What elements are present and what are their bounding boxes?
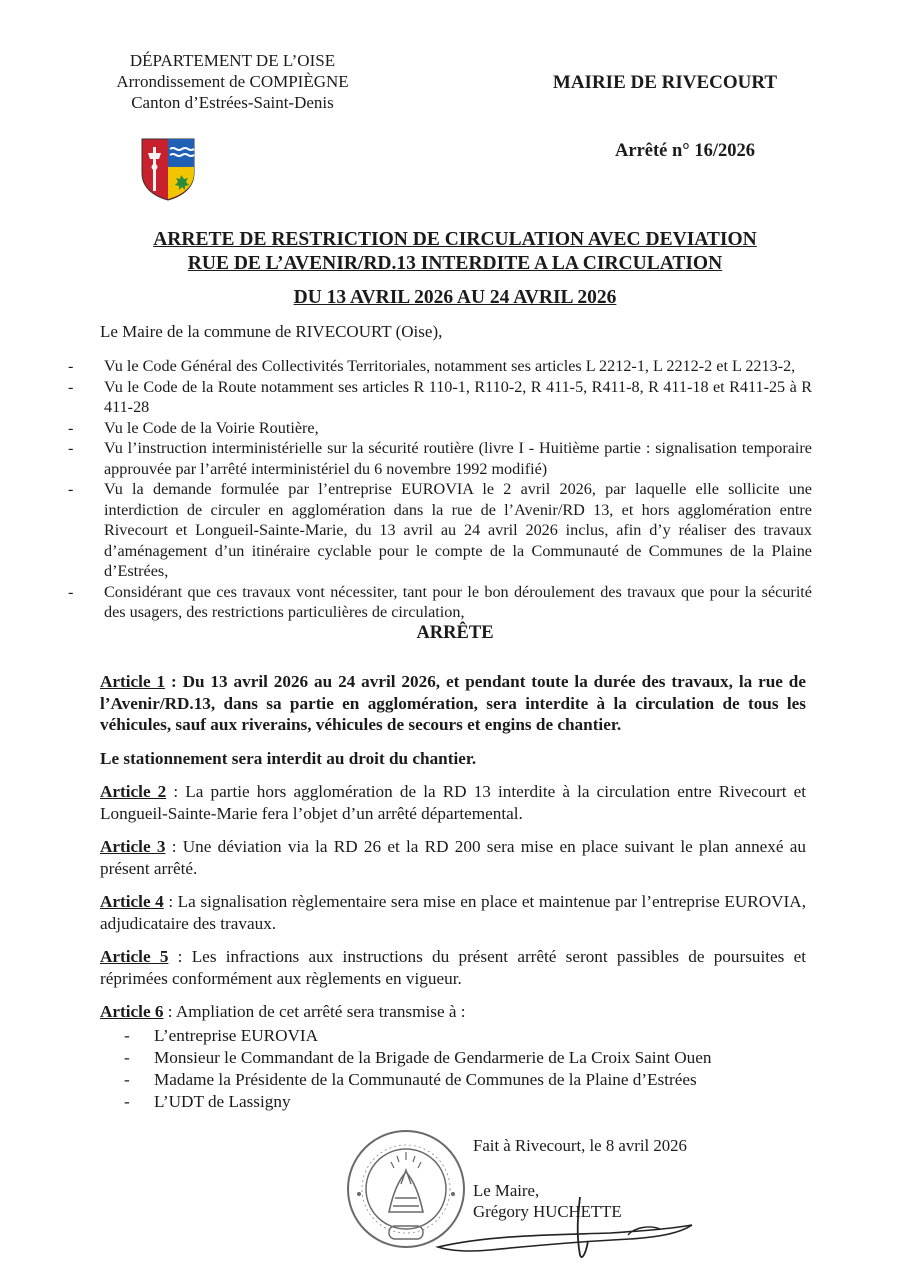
title-dates: DU 13 AVRIL 2026 AU 24 AVRIL 2026 [293, 287, 617, 308]
signer-role: Le Maire, [473, 1181, 540, 1200]
list-item: - L’UDT de Lassigny [124, 1091, 291, 1111]
article-6: Article 6 : Ampliation de cet arrêté sera transmise à : [100, 1002, 466, 1021]
list-item: - Madame la Présidente de la Communauté de Communes de la Plaine d’Estrées [124, 1069, 697, 1089]
arrondissement: Arrondissement de COMPIÈGNE [116, 72, 349, 91]
mairie-name: MAIRIE DE RIVECOURT [552, 72, 778, 93]
bullet-dash: - [68, 377, 74, 396]
bullet-dash: - [68, 357, 74, 375]
arrete-heading: ARRÊTE [416, 623, 494, 643]
bullet-dash: - [68, 582, 74, 601]
list-item: - Vu le Code de la Voirie Routière, [68, 418, 319, 437]
title-line-2: RUE DE L’AVENIR/RD.13 INTERDITE A LA CIRCULATION [187, 253, 723, 274]
article-4: Article 4 : La signalisation règlementaire sera mise en place et maintenue par l’entreprise EUROVIA, adjudicataire des travaux. [100, 892, 806, 933]
bullet-dash: - [124, 1047, 130, 1067]
article-label: Article 5 [100, 947, 169, 966]
title-line-1: ARRETE DE RESTRICTION DE CIRCULATION AVEC DEVIATION [153, 229, 757, 250]
article-1-parking: Le stationnement sera interdit au droit du chantier. [100, 748, 477, 768]
list-item: - Vu la demande formulée par l’entreprise EUROVIA le 2 avril 2026, par laquelle elle sollicite une interdiction de circuler en agglomération dans la rue de l’Avenir/RD 13, et hors agglomération entre Rivecourt et Longueil-Sainte-Marie, du 13 avril au 24 avril 2026 inclus, afin d’y réaliser des travaux d’aménagement d’un itinéraire cyclable pour le compte de la Communauté de Communes de la Plaine d’Estrées, [68, 480, 812, 580]
articles-section [100, 671, 806, 1113]
list-item: - L’entreprise EUROVIA [124, 1025, 319, 1045]
article-3: Article 3 : Une déviation via la RD 26 et la RD 200 sera mise en place suivant le plan annexé au présent arrêté. [100, 837, 806, 878]
bullet-dash: - [124, 1091, 130, 1111]
bullet-dash: - [68, 418, 74, 437]
list-item: - Vu le Code Général des Collectivités Territoriales, notamment ses articles L 2212-1, L 2212-2 et L 2213-2, [68, 357, 796, 375]
signer-name: Grégory HUCHETTE [473, 1202, 622, 1221]
canton: Canton d’Estrées-Saint-Denis [131, 93, 334, 112]
article-label: Article 3 [100, 837, 166, 856]
bullet-dash: - [124, 1025, 130, 1045]
department: DÉPARTEMENT DE L’OISE [129, 51, 336, 70]
article-1: Article 1 : Du 13 avril 2026 au 24 avril 2026, et pendant toute la durée des travaux, la rue de l’Avenir/RD.13, dans sa partie en agglomération, sera interdite à la circulation de tous les véhicules, sauf aux riverains, véhicules de secours et engins de chantier. [100, 672, 806, 734]
article-label: Article 6 [100, 1002, 164, 1021]
article-2: Article 2 : La partie hors agglomération de la RD 13 interdite à la circulation entre Rivecourt et Longueil-Sainte-Marie fera l’objet d’un arrêté départemental. [100, 782, 806, 823]
intro-text: Le Maire de la commune de RIVECOURT (Oise), [100, 322, 443, 341]
header-authority [90, 50, 375, 113]
recipients-list [100, 1025, 806, 1113]
handwritten-signature-icon [430, 1195, 700, 1265]
arrete-number: Arrêté n° 16/2026 [615, 141, 755, 161]
bullet-dash: - [68, 439, 74, 457]
article-label: Article 4 [100, 892, 164, 911]
list-item: - Considérant que ces travaux vont nécessiter, tant pour le bon déroulement des travaux que pour la sécurité des usagers, des restrictions particulières de circulation, [68, 582, 812, 621]
article-label: Article 2 [100, 782, 167, 801]
bullet-dash: - [68, 480, 74, 498]
coat-of-arms-icon [140, 137, 196, 201]
list-item: - Vu l’instruction interministérielle sur la sécurité routière (livre I - Huitième partie : signalisation temporaire approuvée par l’arrêté interministériel du 6 novembre 1992 modifié) [68, 439, 812, 478]
bullet-dash: - [124, 1069, 130, 1089]
article-label: Article 1 [100, 672, 166, 691]
list-item: - Vu le Code de la Route notamment ses articles R 110-1, R110-2, R 411-5, R411-8, R 411-18 et R411-25 à R 411-28 [68, 377, 812, 416]
list-item: - Monsieur le Commandant de la Brigade de Gendarmerie de La Croix Saint Ouen [124, 1047, 712, 1067]
place-date: Fait à Rivecourt, le 8 avril 2026 [473, 1136, 687, 1155]
considerations-list [60, 356, 812, 623]
article-5: Article 5 : Les infractions aux instructions du présent arrêté seront passibles de poursuites et réprimées conformément aux règlements en vigueur. [100, 947, 807, 988]
